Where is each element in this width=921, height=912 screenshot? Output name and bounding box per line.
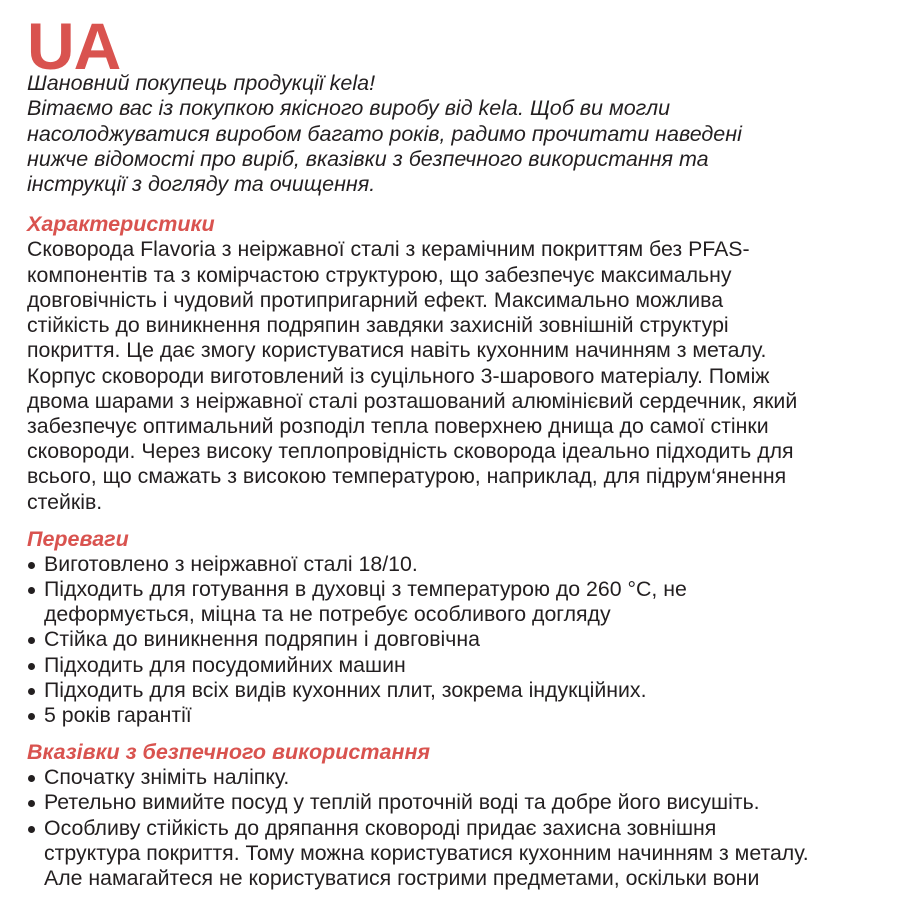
bullet-icon [28, 562, 35, 569]
list-item-text: Ретельно вимийте посуд у теплій проточній воді та добре його висушіть. [44, 790, 760, 815]
list-item-text: Стійка до виникнення подряпин і довговічна [44, 627, 480, 652]
paragraph-line: забезпечує оптимальний розподіл тепла поверхнею днища до самої стінки [27, 413, 769, 438]
list-item-text: структура покриття. Тому можна користуватися кухонним начинням з металу. [44, 840, 809, 865]
list-item [27, 765, 907, 790]
intro-line: Вітаємо вас із покупкою якісного виробу від kela. Щоб ви могли [27, 96, 671, 121]
bullet-icon [28, 587, 35, 594]
bullet-icon [28, 800, 35, 807]
list-item [27, 653, 907, 678]
advantages-list [27, 552, 907, 728]
list-item-text: Особливу стійкість до дряпання сковороді придає захисна зовнішня [44, 815, 717, 840]
list-item [27, 627, 907, 652]
paragraph-line: довговічність і чудовий протипригарний ефект. Максимально можлива [27, 287, 724, 312]
paragraph-line: сковороди. Через високу теплопровідність сковорода ідеально підходить для [27, 439, 794, 464]
document-page [27, 0, 907, 891]
paragraph-line: стейків. [27, 489, 103, 514]
list-item-text: Підходить для готування в духовці з температурою до 260 °C, не [44, 576, 687, 601]
safety-list [27, 765, 907, 891]
bullet-icon [28, 713, 35, 720]
intro-line: інструкції з догляду та очищення. [27, 172, 376, 197]
list-item-text: Підходить для посудомийних машин [44, 652, 406, 677]
list-item-text: Підходить для всіх видів кухонних плит, зокрема індукційних. [44, 677, 647, 702]
advantages-section [27, 527, 907, 728]
paragraph-line: Сковорода Flavoria з неіржавної сталі з керамічним покриттям без PFAS- [27, 237, 750, 262]
paragraph-line: покриття. Це дає змогу користуватися навіть кухонним начинням з металу. [27, 338, 767, 363]
intro-greeting [27, 71, 907, 197]
bullet-icon [28, 637, 35, 644]
paragraph-line: Корпус сковороди виготовлений із суцільного 3-шарового матеріалу. Поміж [27, 363, 770, 388]
advantages-title: Переваги [27, 526, 129, 551]
intro-line: насолоджуватися виробом багато років, радимо прочитати наведені [27, 121, 742, 146]
intro-line: нижче відомості про виріб, вказівки з безпечного використання та [27, 146, 709, 171]
intro-line: Шановний покупець продукції kela! [27, 71, 376, 95]
list-item [27, 552, 907, 577]
language-code-heading: UA [27, 9, 121, 83]
paragraph-line: всього, що смажать з високою температурою, наприклад, для підрум‘янення [27, 464, 787, 489]
paragraph-line: компонентів та з комірчастою структурою, що забезпечує максимальну [27, 262, 732, 287]
characteristics-section [27, 212, 907, 514]
list-item-text: 5 років гарантії [44, 702, 192, 727]
list-item-text: Виготовлено з неіржавної сталі 18/10. [44, 551, 418, 576]
list-item-text: Але намагайтеся не користуватися гострими предметами, оскільки вони [44, 865, 760, 890]
list-item [27, 790, 907, 815]
characteristics-title: Характеристики [27, 212, 215, 237]
list-item [27, 577, 907, 627]
safety-section [27, 740, 907, 891]
list-item-text: Спочатку зніміть наліпку. [44, 765, 290, 790]
characteristics-text [27, 237, 907, 514]
paragraph-line: стійкість до виникнення подряпин завдяки захисній зовнішній структурі [27, 313, 729, 338]
bullet-icon [28, 775, 35, 782]
safety-title: Вказівки з безпечного використання [27, 740, 431, 765]
list-item-text: деформується, міцна та не потребує особливого догляду [44, 602, 611, 627]
list-item [27, 816, 907, 892]
bullet-icon [28, 663, 35, 670]
bullet-icon [28, 826, 35, 833]
bullet-icon [28, 688, 35, 695]
paragraph-line: двома шарами з неіржавної сталі розташований алюмінієвий сердечник, який [27, 388, 798, 413]
list-item [27, 703, 907, 728]
list-item [27, 678, 907, 703]
